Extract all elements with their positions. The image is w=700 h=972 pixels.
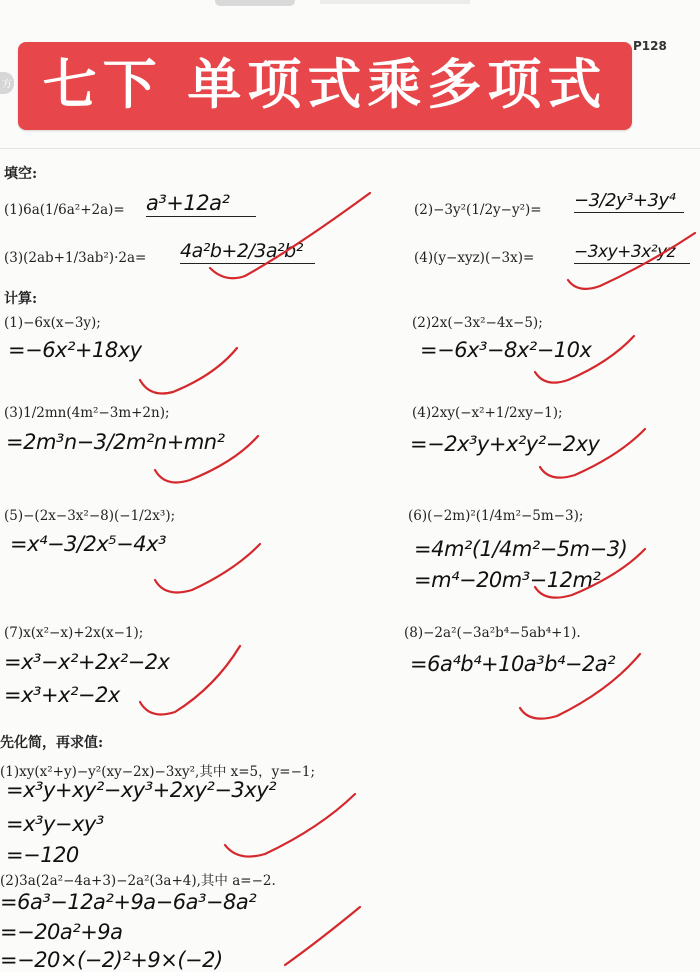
calc-answer-7-line-1: =x³−x²+2x²−2x — [4, 650, 170, 674]
calc-answer-5-line-1: =x⁴−3/2x⁵−4x³ — [10, 532, 166, 556]
page-reference: P128 — [633, 39, 667, 53]
fill-question-4: (4)(y−xyz)(−3x)= — [414, 250, 535, 266]
calc-answer-2-line-1: =−6x³−8x²−10x — [420, 338, 592, 362]
section-simplify-heading: 先化简，再求值: — [0, 735, 104, 751]
check-mark — [150, 430, 265, 490]
fill-answer-2: −3/2y³+3y⁴ — [574, 190, 684, 213]
top-decoration — [215, 0, 295, 6]
simplify-answer-2-line-1: =6a³−12a²+9a−6a³−8a² — [0, 890, 257, 914]
check-mark — [560, 228, 700, 298]
divider — [0, 148, 700, 149]
calc-answer-8-line-1: =6a⁴b⁴+10a³b⁴−2a² — [410, 652, 616, 676]
check-mark — [535, 425, 650, 485]
check-mark — [515, 650, 645, 725]
calc-answer-7-line-2: =x³+x²−2x — [4, 683, 120, 707]
calc-question-8: (8)−2a²(−3a²b⁴−5ab⁴+1). — [404, 625, 581, 641]
check-mark — [280, 905, 365, 967]
calc-answer-1-line-1: =−6x²+18xy — [8, 338, 142, 362]
simplify-answer-1-line-3: =−120 — [6, 843, 79, 867]
calc-question-2: (2)2x(−3x²−4x−5); — [412, 315, 543, 331]
check-mark — [135, 642, 245, 722]
calc-question-5: (5)−(2x−3x²−8)(−1/2x³); — [4, 508, 176, 524]
simplify-answer-1-line-2: =x³y−xy³ — [6, 812, 104, 836]
calc-answer-3-line-1: =2m³n−3/2m²n+mn² — [6, 430, 225, 454]
simplify-question-2: (2)3a(2a²−4a+3)−2a²(3a+4),其中 a=−2. — [0, 873, 276, 889]
calc-answer-4-line-1: =−2x³y+x²y²−2xy — [410, 432, 600, 456]
simplify-answer-2-line-2: =−20a²+9a — [0, 920, 123, 944]
calc-question-6: (6)(−2m)²(1/4m²−5m−3); — [408, 508, 584, 524]
check-mark — [135, 340, 245, 400]
title-banner — [18, 42, 632, 130]
calc-answer-6-line-1: =4m²(1/4m²−5m−3) — [414, 537, 628, 561]
fill-answer-1: a³+12a² — [146, 191, 256, 217]
top-decoration-faded — [320, 0, 470, 4]
fill-question-3: (3)(2ab+1/3ab²)·2a= — [4, 250, 147, 266]
banner-title: 七下 单项式乘多项式 — [42, 53, 608, 116]
calc-question-7: (7)x(x²−x)+2x(x−1); — [4, 625, 144, 641]
check-mark — [530, 330, 640, 390]
top-strip — [0, 0, 700, 12]
section-calc-heading: 计算: — [4, 291, 38, 307]
simplify-answer-1-line-1: =x³y+xy²−xy³+2xy²−3xy² — [6, 778, 277, 802]
check-mark — [150, 540, 265, 600]
check-mark — [205, 188, 375, 288]
fill-answer-4: −3xy+3x²yz — [574, 242, 690, 264]
calc-answer-6-line-2: =m⁴−20m³−12m² — [414, 568, 601, 592]
fill-answer-3: 4a²b+2/3a²b² — [180, 240, 315, 264]
check-mark — [220, 790, 360, 865]
side-tab-marker: 方 — [0, 72, 14, 94]
calc-question-3: (3)1/2mn(4m²−3m+2n); — [4, 405, 170, 421]
calc-question-1: (1)−6x(x−3y); — [4, 315, 101, 331]
simplify-answer-2-line-3: =−20×(−2)²+9×(−2) — [0, 948, 223, 972]
section-fill-heading: 填空: — [4, 166, 38, 182]
fill-question-2: (2)−3y²(1/2y−y²)= — [414, 202, 542, 218]
simplify-question-1: (1)xy(x²+y)−y²(xy−2x)−3xy²,其中 x=5，y=−1; — [0, 764, 316, 780]
check-mark — [530, 545, 650, 605]
fill-question-1: (1)6a(1/6a²+2a)= — [4, 202, 125, 218]
calc-question-4: (4)2xy(−x²+1/2xy−1); — [412, 405, 563, 421]
